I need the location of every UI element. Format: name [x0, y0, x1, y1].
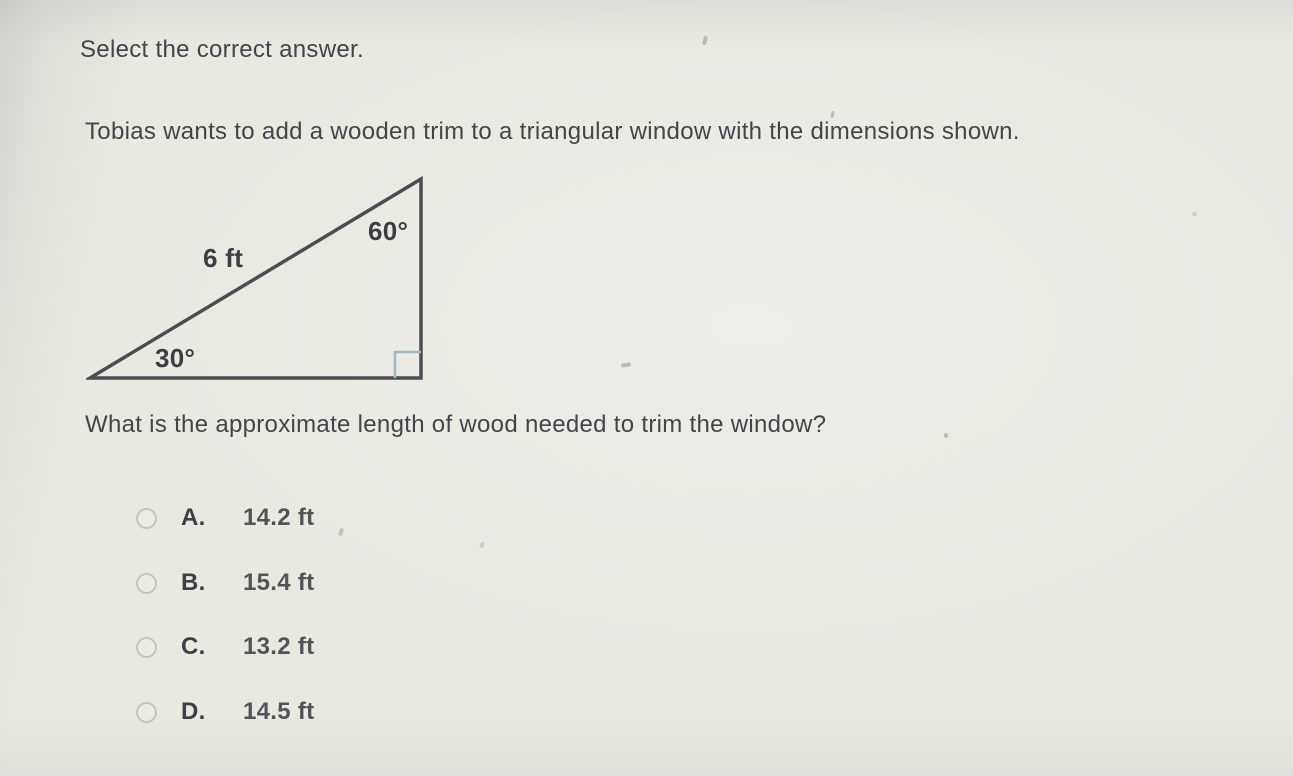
photo-speck [944, 433, 948, 438]
option-letter: D. [181, 698, 206, 725]
option-value: 14.2 ft [243, 504, 315, 531]
radio-button-c[interactable] [136, 637, 157, 658]
option-value: 13.2 ft [243, 633, 315, 660]
option-value: 15.4 ft [243, 569, 315, 596]
photo-speck [621, 362, 631, 367]
option-letter: B. [181, 569, 206, 596]
radio-button-b[interactable] [136, 573, 157, 594]
instruction-text: Select the correct answer. [80, 36, 364, 63]
option-row-c[interactable] [136, 633, 314, 661]
apex-angle-label: 60° [368, 216, 409, 246]
photo-speck [702, 36, 708, 46]
right-angle-marker [395, 352, 421, 378]
radio-button-d[interactable] [136, 702, 157, 723]
option-letter: A. [181, 504, 206, 531]
radio-button-a[interactable] [136, 508, 157, 529]
question-text: What is the approximate length of wood needed to trim the window? [85, 411, 827, 438]
option-letter: C. [181, 633, 206, 660]
option-value: 14.5 ft [243, 698, 315, 725]
photo-speck [1192, 212, 1197, 216]
question-intro-text: Tobias wants to add a wooden trim to a triangular window with the dimensions shown. [85, 118, 1020, 145]
option-row-d[interactable] [136, 698, 314, 726]
hypotenuse-label: 6 ft [203, 243, 244, 273]
triangle-outline [90, 179, 421, 378]
base-angle-label: 30° [155, 343, 196, 373]
answer-options [136, 503, 556, 733]
triangle-diagram [86, 174, 431, 386]
option-row-b[interactable] [136, 569, 314, 597]
option-row-a[interactable] [136, 504, 314, 532]
